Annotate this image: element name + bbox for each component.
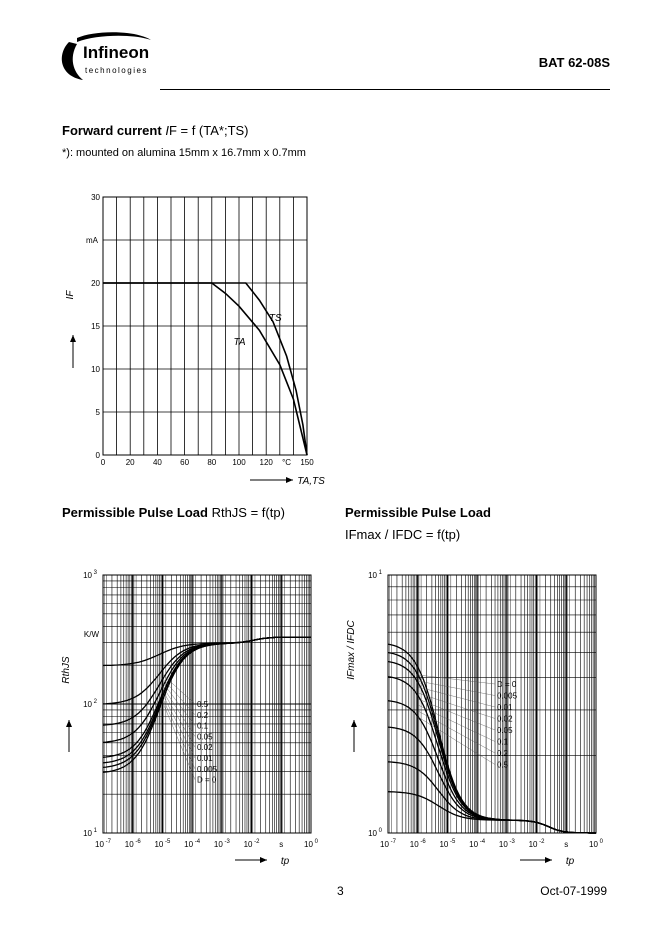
x-tick-exp: 0 <box>597 839 603 845</box>
title-formula: RthJS = f(tp) <box>211 505 285 520</box>
legend-label: 0.05 <box>197 732 213 742</box>
pulse-load-r-title <box>62 505 285 520</box>
ifmax-chart <box>340 560 610 875</box>
infineon-logo <box>55 28 165 88</box>
x-axis-label: tp <box>565 856 575 867</box>
y-tick-exp: 0 <box>376 828 382 834</box>
x-tick-exp: -2 <box>252 839 260 845</box>
x-tick-label: 10 $^{-2}$ <box>528 839 545 849</box>
doc-date: Oct-07-1999 <box>540 884 607 898</box>
x-tick-exp: -6 <box>133 839 141 845</box>
x-tick-label: 10 $^0$ <box>589 839 603 849</box>
legend-label: 0.1 <box>197 721 209 731</box>
x-tick-label: 10 $^{-6}$ <box>409 839 426 849</box>
mounting-note: *): mounted on alumina 15mm x 16.7mm x 0.7mm <box>62 147 306 159</box>
y-tick-label: 10 $^1$ <box>83 828 97 838</box>
x-tick-label: 10 $^{-5}$ <box>439 839 456 849</box>
page-number: 3 <box>337 884 344 898</box>
y-arrow-head <box>70 335 76 342</box>
y-tick-label: 10 <box>91 365 100 374</box>
x-tick-label: 10 $^{-4}$ <box>184 839 201 849</box>
title-formula: F = f (TA*;TS) <box>168 123 249 138</box>
brand-sub: technologies <box>85 66 148 75</box>
legend-label: 0.2 <box>497 749 509 758</box>
x-axis-label: TA,TS <box>297 476 325 487</box>
x-tick-label: 40 <box>152 458 162 467</box>
x-arrow-head <box>286 477 293 483</box>
x-tick-exp: -3 <box>507 839 515 845</box>
x-tick-exp: -4 <box>478 839 486 845</box>
y-tick-label: 10 $^0$ <box>368 828 382 838</box>
x-tick-label: 10 $^{-2}$ <box>243 839 260 849</box>
y-tick-exp: 3 <box>91 570 97 576</box>
x-arrow-head <box>545 857 552 863</box>
x-unit: °C <box>282 458 292 467</box>
y-tick-label: 10 $^2$ <box>83 699 97 709</box>
y-tick-exp: 1 <box>91 828 97 834</box>
y-unit: K/W <box>83 630 99 639</box>
legend-label: 0.02 <box>197 743 213 753</box>
y-unit: mA <box>86 236 98 245</box>
x-tick-exp: -7 <box>103 839 111 845</box>
y-tick-label: 30 <box>91 193 100 202</box>
y-tick-exp: 2 <box>91 699 97 705</box>
legend-label: 0.02 <box>497 714 513 724</box>
x-tick-label: 120 <box>259 458 273 467</box>
y-tick-label: 10 $^1$ <box>368 570 382 580</box>
brand-name: Infineon <box>83 43 150 62</box>
legend-label: 0.005 <box>497 691 518 701</box>
pulse-load-i-formula: IFmax / IFDC = f(tp) <box>345 527 461 542</box>
x-tick-exp: -7 <box>388 839 396 845</box>
legend-leader <box>163 703 195 780</box>
header-rule <box>160 89 610 90</box>
y-tick-label: 5 <box>95 408 100 417</box>
x-tick-label: 20 <box>125 458 135 467</box>
x-tick-exp: 0 <box>312 839 318 845</box>
part-number: BAT 62-08S <box>538 55 610 70</box>
forward-current-title <box>62 123 249 138</box>
y-tick-label: 10 $^3$ <box>83 570 97 580</box>
y-axis-label: IFmax / IFDC <box>346 620 357 680</box>
title-bold: Permissible Pulse Load <box>62 505 208 520</box>
legend-label: 0.01 <box>497 703 513 712</box>
y-arrow-head <box>66 720 72 727</box>
x-tick-exp: -4 <box>193 839 201 845</box>
x-tick-label: 10 $^{-5}$ <box>154 839 171 849</box>
x-tick-label: 10 $^{-4}$ <box>469 839 486 849</box>
x-tick-exp: -3 <box>222 839 230 845</box>
legend-leader <box>163 687 195 736</box>
x-tick-label: s <box>564 840 569 849</box>
x-tick-label: 150 <box>300 458 314 467</box>
legend-label: D = 0 <box>497 680 517 689</box>
title-bold: Forward current <box>62 123 162 138</box>
legend-label: 0.5 <box>497 760 509 770</box>
legend-label: 0.005 <box>197 764 218 774</box>
y-axis-label: RthJS <box>61 656 72 684</box>
x-tick-exp: -5 <box>163 839 171 845</box>
x-tick-label: 80 <box>207 458 217 467</box>
x-tick-label: 10 $^{-7}$ <box>380 839 396 849</box>
series-label-ta: TA <box>233 336 246 348</box>
pulse-load-i-title: Permissible Pulse Load <box>345 505 491 520</box>
x-axis-label: tp <box>280 856 290 867</box>
x-tick-exp: -2 <box>537 839 545 845</box>
y-arrow-head <box>351 720 357 727</box>
legend-label: D = 0 <box>197 775 217 785</box>
x-tick-label: 100 <box>232 458 246 467</box>
legend-label: 0.5 <box>197 700 209 709</box>
x-tick-label: 10 $^{-6}$ <box>124 839 141 849</box>
x-tick-label: 10 $^{-3}$ <box>498 839 515 849</box>
y-tick-label: 15 <box>91 322 100 331</box>
series-label-ts: TS <box>268 312 282 324</box>
legend-label: 0.1 <box>497 737 509 747</box>
x-tick-label: 60 <box>180 458 190 467</box>
y-axis-label: IF <box>65 290 76 300</box>
x-tick-label: 10 $^{-3}$ <box>213 839 230 849</box>
y-tick-label: 0 <box>95 451 100 460</box>
x-tick-label: 10 $^0$ <box>304 839 318 849</box>
forward-current-chart <box>55 185 335 490</box>
x-tick-label: s <box>279 840 284 849</box>
legend-label: 0.05 <box>497 726 513 735</box>
rthjs-chart <box>55 560 330 875</box>
title-i: I <box>165 123 169 138</box>
legend-label: 0.01 <box>197 754 213 763</box>
x-tick-label: 10 $^{-7}$ <box>95 839 111 849</box>
legend-label: 0.2 <box>197 710 209 720</box>
y-tick-label: 20 <box>91 279 100 288</box>
x-tick-exp: -6 <box>418 839 426 845</box>
x-arrow-head <box>260 857 267 863</box>
y-tick-exp: 1 <box>376 570 382 576</box>
x-tick-label: 0 <box>100 458 106 467</box>
x-tick-exp: -5 <box>448 839 456 845</box>
